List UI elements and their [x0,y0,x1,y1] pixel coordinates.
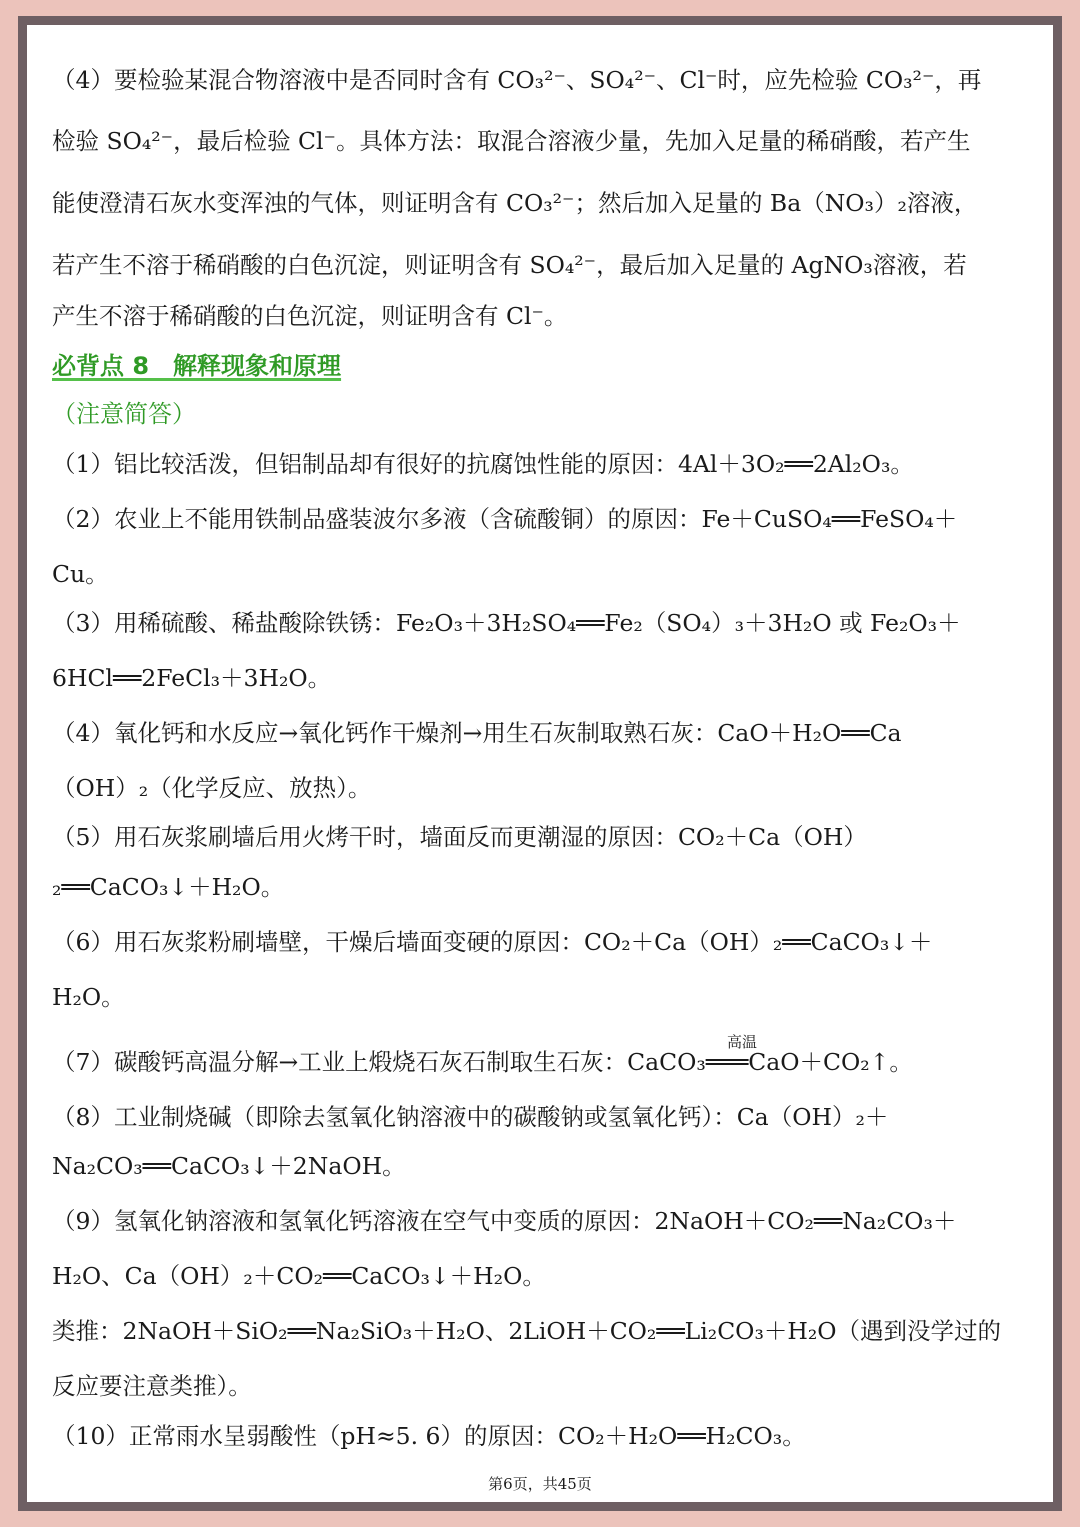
text-line: 能使澄清石灰水变浑浊的气体，则证明含有 CO₃²⁻；然后加入足量的 Ba（NO₃）₂溶液， [52,189,978,217]
document-page [27,25,1053,1502]
item-line: 类推：2NaOH＋SiO₂══Na₂SiO₃＋H₂O、2LiOH＋CO₂══Li₂CO₃＋H₂O（遇到没学过的 [52,1317,1002,1345]
item-line: （9）氢氧化钠溶液和氢氧化钙溶液在空气中变质的原因：2NaOH＋CO₂══Na₂CO₃＋ [52,1207,957,1235]
item-line: （8）工业制烧碱（即除去氢氧化钠溶液中的碳酸钠或氢氧化钙）：Ca（OH）₂＋ [52,1103,889,1131]
text-line: 检验 SO₄²⁻，最后检验 Cl⁻。具体方法：取混合溶液少量，先加入足量的稀硝酸，若产生 [52,127,971,155]
item-line: （5）用石灰浆刷墙后用火烤干时，墙面反而更潮湿的原因：CO₂＋Ca（OH） [52,823,867,851]
item-line: （2）农业上不能用铁制品盛装波尔多液（含硫酸铜）的原因：Fe＋CuSO₄══FeSO₄＋ [52,505,958,533]
reaction-condition-label: 高温 [727,1033,758,1051]
item-line: H₂O、Ca（OH）₂＋CO₂══CaCO₃↓＋H₂O。 [52,1262,546,1290]
item-line: Cu。 [52,560,109,588]
item-line: H₂O。 [52,983,125,1011]
item-line: （6）用石灰浆粉刷墙壁，干燥后墙面变硬的原因：CO₂＋Ca（OH）₂══CaCO₃↓＋ [52,928,933,956]
text-line: 若产生不溶于稀硝酸的白色沉淀，则证明含有 SO₄²⁻，最后加入足量的 AgNO₃溶液，若 [52,251,967,279]
page-footer: 第6页，共45页 [488,1475,592,1493]
item-line: （3）用稀硫酸、稀盐酸除铁锈：Fe₂O₃＋3H₂SO₄══Fe₂（SO₄）₃＋3H₂O 或 Fe₂O₃＋ [52,609,961,637]
item-line: 6HCl══2FeCl₃＋3H₂O。 [52,664,332,692]
text-line: （4）要检验某混合物溶液中是否同时含有 CO₃²⁻、SO₄²⁻、Cl⁻时，应先检验 CO₃²⁻，再 [52,66,982,94]
item-line: （7）碳酸钙高温分解→工业上煅烧石灰石制取生石灰：CaCO₃═══CaO＋CO₂↑。 [52,1048,913,1076]
item-line: ₂══CaCO₃↓＋H₂O。 [52,873,285,901]
item-line: （4）氧化钙和水反应→氧化钙作干燥剂→用生石灰制取熟石灰：CaO＋H₂O══Ca [52,719,902,747]
item-line: （OH）₂（化学反应、放热）。 [52,774,372,802]
item-line: （1）铝比较活泼，但铝制品却有很好的抗腐蚀性能的原因：4Al＋3O₂══2Al₂O₃。 [52,450,914,478]
item-line: （10）正常雨水呈弱酸性（pH≈5. 6）的原因：CO₂＋H₂O══H₂CO₃。 [52,1422,806,1450]
section-heading: 必背点 8 解释现象和原理 [52,352,342,380]
text-line: 产生不溶于稀硝酸的白色沉淀，则证明含有 Cl⁻。 [52,302,568,330]
item-line: 反应要注意类推）。 [52,1372,252,1400]
item-line: Na₂CO₃══CaCO₃↓＋2NaOH。 [52,1152,406,1180]
section-note: （注意简答） [52,400,196,428]
